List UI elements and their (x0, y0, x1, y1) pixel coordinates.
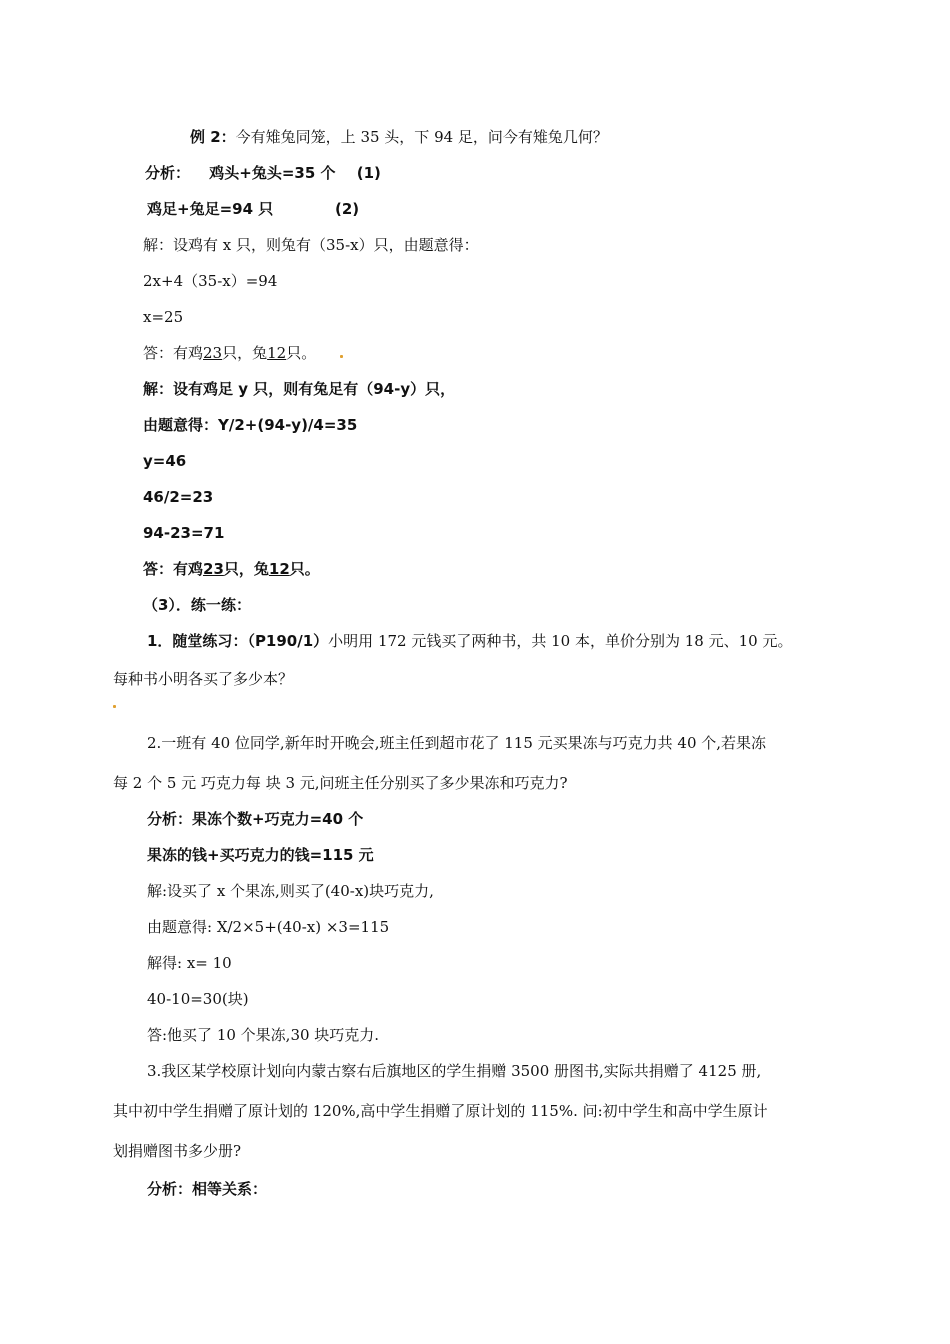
practice-q1 (147, 631, 792, 651)
example-label: 例 2： (190, 128, 236, 146)
marker-dot (113, 705, 116, 708)
answer-prefix: 答：有鸡 (143, 344, 204, 362)
practice-q3-line3: 划捐赠图书多少册? (113, 1142, 242, 1160)
answer-suffix: 只。 (289, 560, 320, 578)
answer-suffix: 只。 (286, 344, 317, 362)
answer-rabbits: 12 (267, 344, 287, 362)
practice-q2-solve: 解得: x= 10 (147, 954, 232, 972)
solution2-equation: 由题意得：Y/2+(94-y)/4=35 (143, 416, 358, 434)
equation-1-number: (1) (356, 164, 381, 182)
solution1-result: x=25 (143, 308, 184, 326)
practice-q3-line1: 3.我区某学校原计划向内蒙古察右后旗地区的学生捐赠 3500 册图书,实际共捐赠了 4125 册, (147, 1062, 762, 1080)
example-question-text: 今有雉兔同笼，上 35 头，下 94 足，问今有雉兔几何？ (235, 128, 608, 146)
analysis-label: 分析： (145, 164, 191, 182)
equation-1: 鸡头+兔头=35 个 (209, 164, 336, 182)
answer-chickens: 23 (203, 344, 223, 362)
practice-q3-line2: 其中初中学生捐赠了原计划的 120%,高中学生捐赠了原计划的 115%. 问:初中学生和高中学生原计 (113, 1102, 768, 1120)
answer-rabbits: 12 (268, 560, 290, 578)
practice-q3-analysis: 分析：相等关系： (147, 1180, 268, 1198)
equation-2-number: (2) (335, 200, 360, 218)
practice-q2-analysis2: 果冻的钱+买巧克力的钱=115 元 (147, 846, 374, 864)
practice-q2-setup: 解:设买了 x 个果冻,则买了(40-x)块巧克力, (147, 882, 434, 900)
practice-q2-equation: 由题意得: X/2×5+(40-x) ×3=115 (147, 918, 390, 936)
answer-middle: 只，兔 (222, 344, 268, 362)
practice-q2-line2: 每 2 个 5 元 巧克力每 块 3 元,问班主任分别买了多少果冻和巧克力? (113, 774, 568, 792)
analysis-line-2 (147, 199, 360, 219)
practice-q2-step: 40-10=30(块) (147, 990, 249, 1008)
example-question (190, 127, 608, 147)
solution2-answer (143, 559, 320, 579)
practice-q1-label: 1．随堂练习：（P190/1） (147, 632, 329, 650)
equation-2: 鸡足+兔足=94 只 (147, 200, 274, 218)
solution1-answer (143, 343, 316, 363)
solution1-setup: 解：设鸡有 x 只，则兔有（35-x）只，由题意得： (143, 236, 479, 254)
practice-q2-analysis1: 分析：果冻个数+巧克力=40 个 (147, 810, 364, 828)
answer-prefix: 答：有鸡 (143, 560, 204, 578)
solution2-step1: 46/2=23 (143, 488, 214, 506)
marker-dot (340, 355, 343, 358)
practice-heading: （3）．练一练： (143, 596, 251, 614)
practice-q1-text: 小明用 172 元钱买了两种书，共 10 本，单价分别为 18 元、10 元。 (328, 632, 793, 650)
analysis-line-1 (145, 163, 381, 183)
practice-q1-line2: 每种书小明各买了多少本？ (113, 670, 294, 688)
solution2-result: y=46 (143, 452, 187, 470)
solution2-setup: 解：设有鸡足 y 只，则有兔足有（94-y）只， (143, 380, 456, 398)
solution2-step2: 94-23=71 (143, 524, 225, 542)
answer-chickens: 23 (203, 560, 224, 578)
answer-middle: 只，兔 (223, 560, 269, 578)
practice-q2-line1: 2.一班有 40 位同学,新年时开晚会,班主任到超市花了 115 元买果冻与巧克力共 40 个,若果冻 (147, 734, 767, 752)
practice-q2-answer: 答:他买了 10 个果冻,30 块巧克力. (147, 1026, 380, 1044)
solution1-equation: 2x+4（35-x）=94 (143, 272, 278, 290)
